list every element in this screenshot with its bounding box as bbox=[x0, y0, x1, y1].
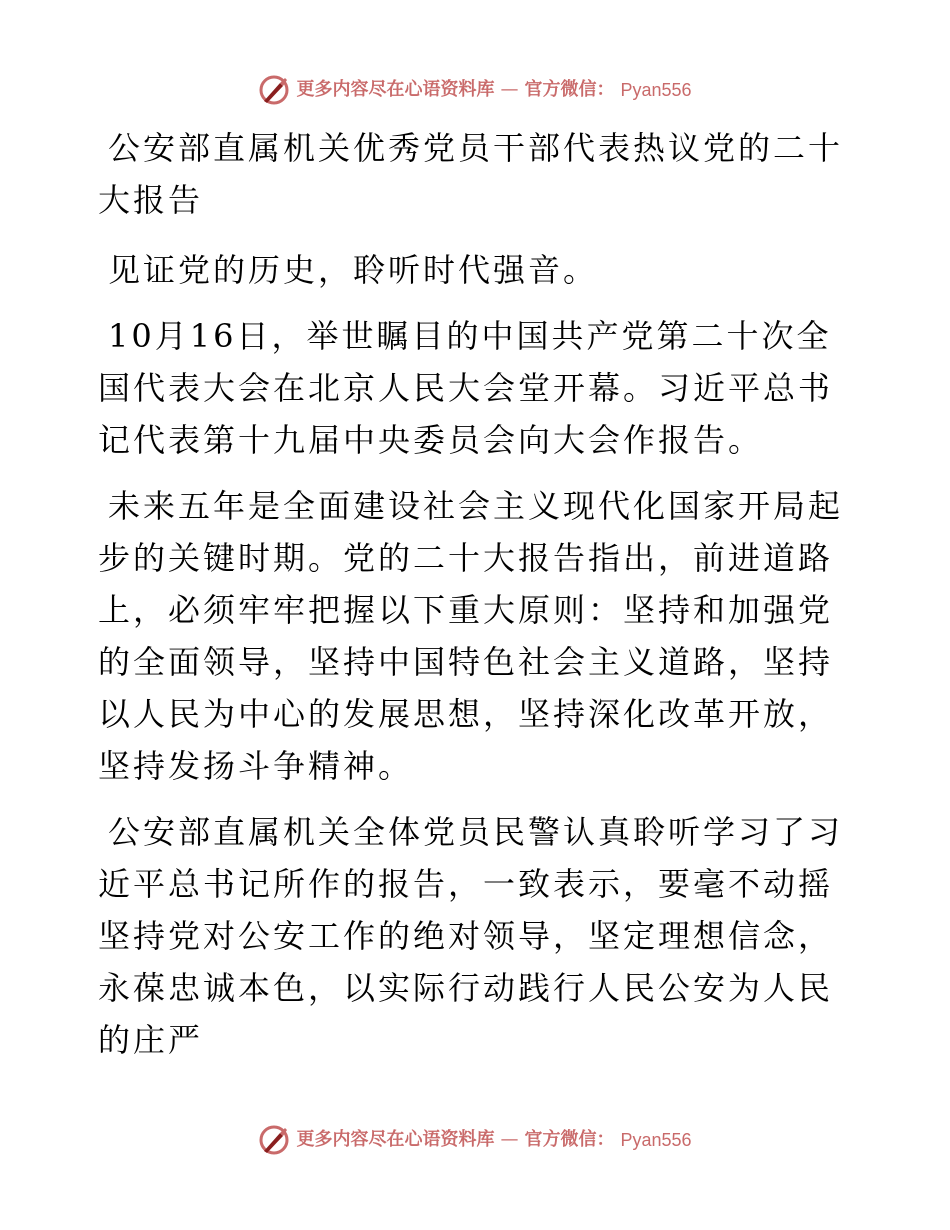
document-body bbox=[98, 122, 850, 1080]
watermark-text: 更多内容尽在心语资料库 bbox=[296, 79, 495, 100]
paragraph-1: 见证党的历史，聆听时代强音。 bbox=[108, 251, 599, 289]
pen-circle-logo-icon bbox=[258, 1124, 290, 1156]
pen-circle-logo-icon bbox=[258, 74, 290, 106]
paragraph-4: 公安部直属机关全体党员民警认真聆听学习了习近平总书记所作的报告，一致表示，要毫不动摇坚持党对公安工作的绝对领导，坚定理想信念，永葆忠诚本色，以实际行动践行人民公安为人民的庄严 bbox=[98, 813, 844, 1059]
watermark-wechat-id: Pyan556 bbox=[620, 80, 692, 100]
watermark-wechat-label: 官方微信： bbox=[524, 1129, 615, 1150]
footer-watermark bbox=[0, 1120, 950, 1160]
paragraph-3: 未来五年是全面建设社会主义现代化国家开局起步的关键时期。党的二十大报告指出，前进道路上，必须牢牢把握以下重大原则：坚持和加强党的全面领导，坚持中国特色社会主义道路，坚持以人民为中心的发展思想，坚持深化改革开放，坚持发扬斗争精神。 bbox=[98, 487, 844, 785]
watermark-text: 更多内容尽在心语资料库 bbox=[296, 1129, 495, 1150]
document-title: 公安部直属机关优秀党员干部代表热议党的二十大报告 bbox=[98, 129, 844, 219]
watermark-separator: — bbox=[500, 1129, 519, 1150]
header-watermark bbox=[0, 70, 950, 110]
watermark-separator: — bbox=[500, 79, 519, 100]
watermark-wechat-id: Pyan556 bbox=[620, 1130, 692, 1150]
paragraph-2: 10月16日，举世瞩目的中国共产党第二十次全国代表大会在北京人民大会堂开幕。习近平总书记代表第十九届中央委员会向大会作报告。 bbox=[98, 317, 834, 459]
watermark-wechat-label: 官方微信： bbox=[524, 79, 615, 100]
